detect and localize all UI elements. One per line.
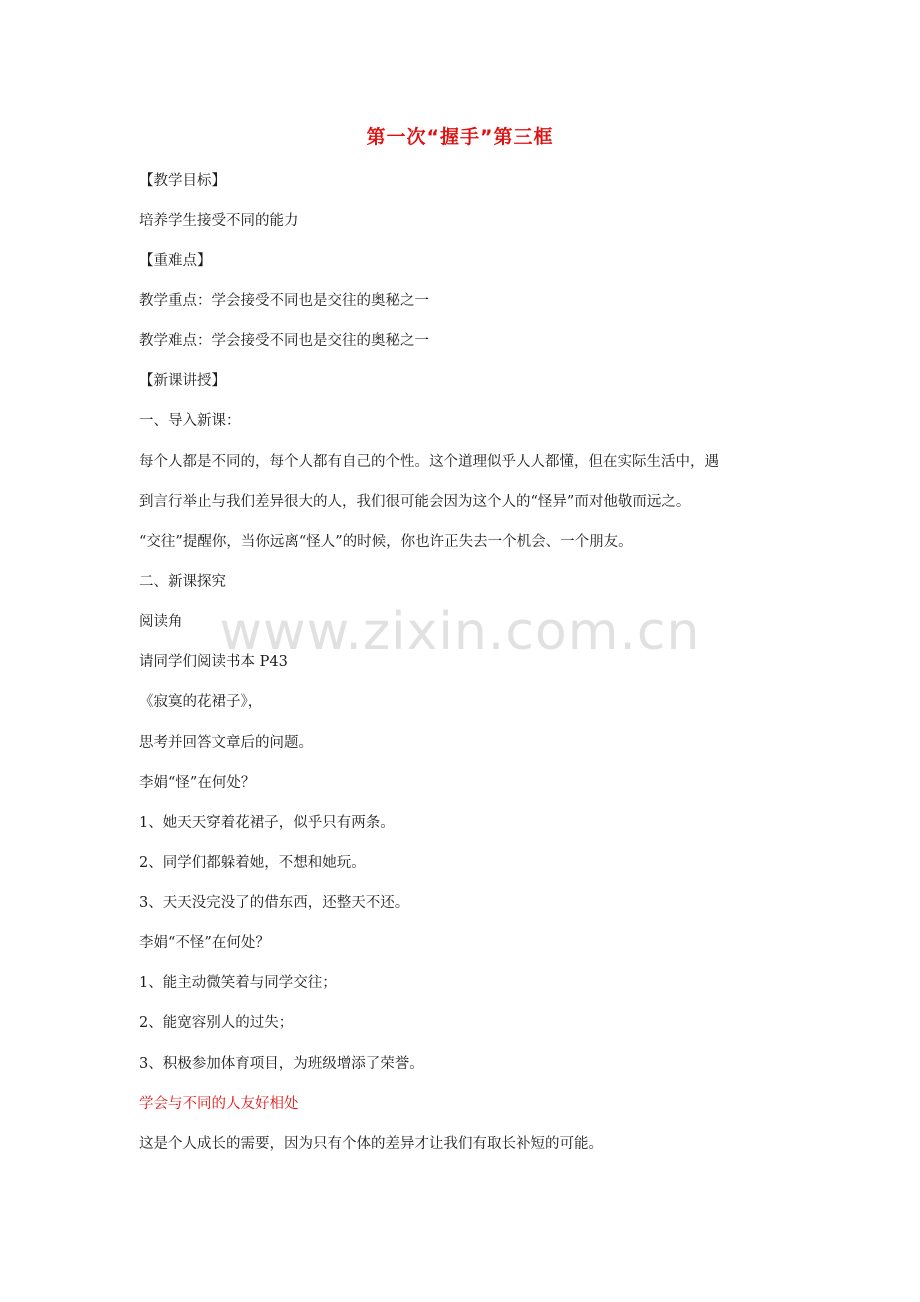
document-title: 第一次“握手”第三框 [366, 126, 554, 148]
paragraph-conclusion: 这是个人成长的需要，因为只有个体的差异才让我们有取长补短的可能。 [139, 1136, 603, 1152]
list-item: 1、能主动微笑着与同学交往； [139, 975, 337, 991]
heading-teaching-goals: 【教学目标】 [139, 173, 226, 189]
paragraph-key-point: 教学重点：学会接受不同也是交往的奥秘之一 [139, 293, 429, 309]
paragraph-difficult-point: 教学难点：学会接受不同也是交往的奥秘之一 [139, 333, 429, 349]
heading-new-lesson: 【新课讲授】 [139, 373, 226, 389]
list-item: 1、她天天穿着花裙子，似乎只有两条。 [139, 815, 395, 831]
paragraph-goal: 培养学生接受不同的能力 [139, 213, 299, 229]
reading-instruction: 请同学们阅读书本 P43 [139, 654, 288, 670]
paragraph-intro-line-2: 到言行举止与我们差异很大的人，我们很可能会因为这个人的“怪异”而对他敬而远之。 [139, 494, 691, 510]
section-exploration: 二、新课探究 [139, 574, 226, 590]
highlight-heading: 学会与不同的人友好相处 [139, 1096, 299, 1112]
watermark: www.zixin.com.cn [219, 602, 701, 662]
list-item: 2、同学们都躲着她，不想和她玩。 [139, 855, 366, 871]
list-item: 3、积极参加体育项目，为班级增添了荣誉。 [139, 1056, 424, 1072]
paragraph-intro-line-1: 每个人都是不同的，每个人都有自己的个性。这个道理似乎人人都懂，但在实际生活中，遇 [139, 454, 719, 470]
heading-key-points: 【重难点】 [139, 253, 212, 269]
list-item: 2、能宽容别人的过失； [139, 1015, 294, 1031]
section-introduction: 一、导入新课： [139, 413, 241, 429]
paragraph-intro-line-3: “交往”提醒你，当你远离“怪人”的时候，你也许正失去一个机会、一个朋友。 [139, 534, 633, 550]
question-strange: 李娟“怪”在何处？ [139, 775, 256, 791]
question-not-strange: 李娟“不怪”在何处？ [139, 935, 270, 951]
reading-task: 思考并回答文章后的问题。 [139, 735, 313, 751]
list-item: 3、天天没完没了的借东西，还整天不还。 [139, 895, 410, 911]
reading-corner-label: 阅读角 [139, 614, 183, 630]
reading-book-title: 《寂寞的花裙子》， [139, 694, 263, 710]
